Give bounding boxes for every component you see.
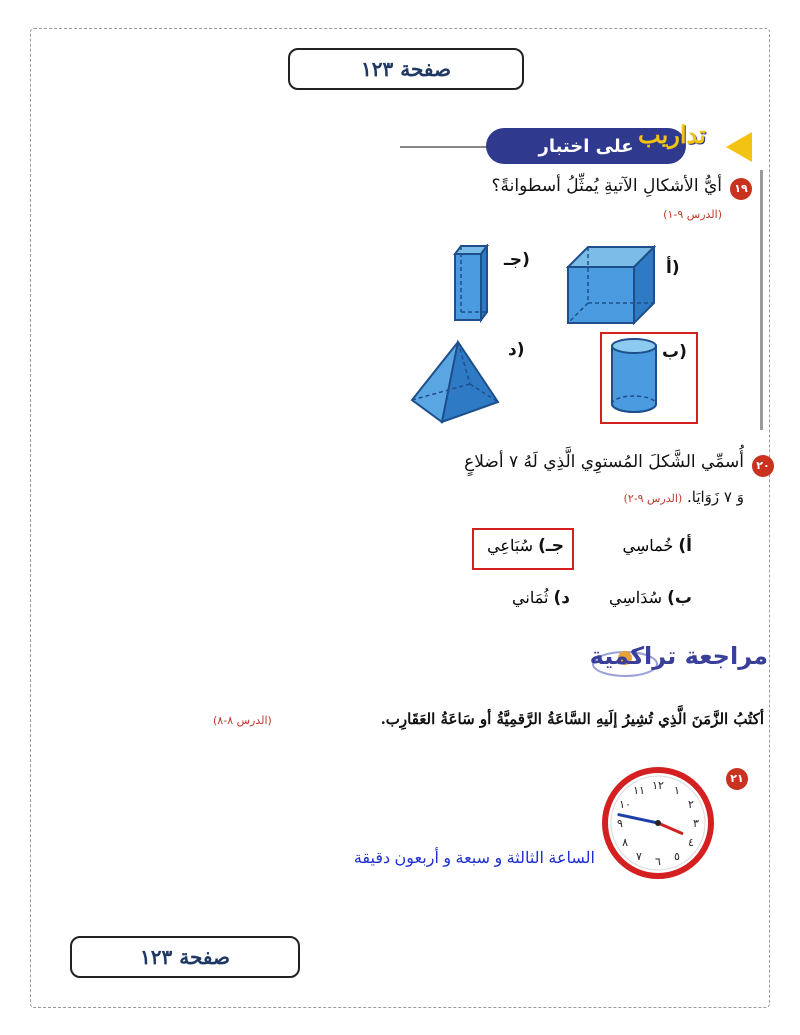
clock-numeral: ١١	[633, 784, 645, 798]
page-number-label-bottom: صفحة ١٢٣	[140, 945, 230, 969]
q19-option-b-label: ب)	[662, 342, 687, 362]
clock-numeral: ٧	[636, 849, 642, 863]
q20-option-a-label: أ)	[678, 536, 692, 556]
review-title: مراجعة تراكمية	[589, 642, 768, 670]
clock-numeral: ٢	[687, 798, 694, 811]
question-20-number: ٢٠	[752, 455, 774, 477]
q20-option-a	[592, 536, 692, 556]
q19-option-a-label: أ)	[666, 258, 680, 278]
q21-answer: الساعة الثالثة و سبعة و أربعون دقيقة	[353, 850, 595, 867]
clock-numeral: ١٢	[652, 779, 664, 792]
question-20-ref: (الدرس ٩-٢)	[623, 492, 683, 505]
page-number-tab-top	[288, 48, 524, 90]
banner-arrow-icon	[726, 132, 752, 162]
clock-numeral: ٦	[655, 855, 661, 868]
question-20-line2	[444, 488, 744, 506]
review-instruction: أكتُبُ الزَّمَنَ الَّذِي تُشِيرُ إلَيهِ السَّاعَةُ الرَّقمِيَّةُ أو سَاعَةُ العَقَارِب.	[380, 710, 764, 728]
question-19-ref: (الدرس ٩-١)	[663, 208, 722, 221]
test-practice-banner	[486, 120, 758, 166]
section-divider	[760, 170, 763, 430]
question-21-number: ٢١	[726, 768, 748, 790]
q20-option-b	[572, 588, 692, 608]
q20-option-d-label: د)	[553, 588, 570, 608]
q20-option-c-text: سُبَاعِي	[487, 536, 534, 555]
clock-numeral: ٩	[617, 817, 623, 830]
clock-numeral: ٤	[687, 836, 694, 849]
review-instruction-line	[204, 710, 764, 728]
cylinder-icon	[610, 338, 658, 414]
q20-option-b-label: ب)	[667, 588, 692, 608]
clock-numeral: ١	[674, 784, 680, 798]
q19-option-c-label: جـ)	[504, 250, 530, 270]
question-19-text: أيُّ الأشكالِ الآتيةِ يُمثِّلُ أسطوانةً؟	[491, 176, 722, 196]
question-20-line1: أُسمِّي الشَّكلَ المُستوِي الَّذِي لَهُ ٧ أضلاعٍ	[464, 452, 744, 472]
page-number-label: صفحة ١٢٣	[361, 57, 451, 81]
q20-option-a-text: خُماسِي	[622, 536, 674, 555]
clock-numeral: ٨	[622, 836, 629, 849]
q20-option-b-text: سُدَاسِي	[609, 588, 663, 607]
review-ref: (الدرس ٨-٨)	[213, 714, 272, 727]
clock-numeral: ٥	[674, 849, 680, 863]
review-header	[500, 636, 768, 686]
banner-title-stylized: تداريب	[638, 120, 706, 149]
q19-option-d-label: د)	[508, 340, 525, 360]
question-20-line2-text: وَ ٧ زَوَايَا.	[686, 488, 744, 506]
cube-icon	[566, 245, 656, 325]
q20-option-d-text: ثُمَاني	[512, 588, 549, 607]
clock-numeral: ٣	[693, 817, 699, 830]
rectangular-prism-icon	[453, 244, 493, 324]
page-number-tab-bottom	[70, 936, 300, 978]
banner-line	[400, 146, 490, 148]
banner-title-rest: على اختبار	[538, 135, 634, 157]
q20-option-c	[478, 536, 564, 556]
q20-option-c-label: جـ)	[538, 536, 564, 556]
pyramid-icon	[410, 340, 502, 424]
q20-option-d	[470, 588, 570, 608]
analog-clock-icon	[600, 765, 716, 881]
clock-numeral: ١٠	[619, 798, 632, 811]
question-19-number: ١٩	[730, 178, 752, 200]
